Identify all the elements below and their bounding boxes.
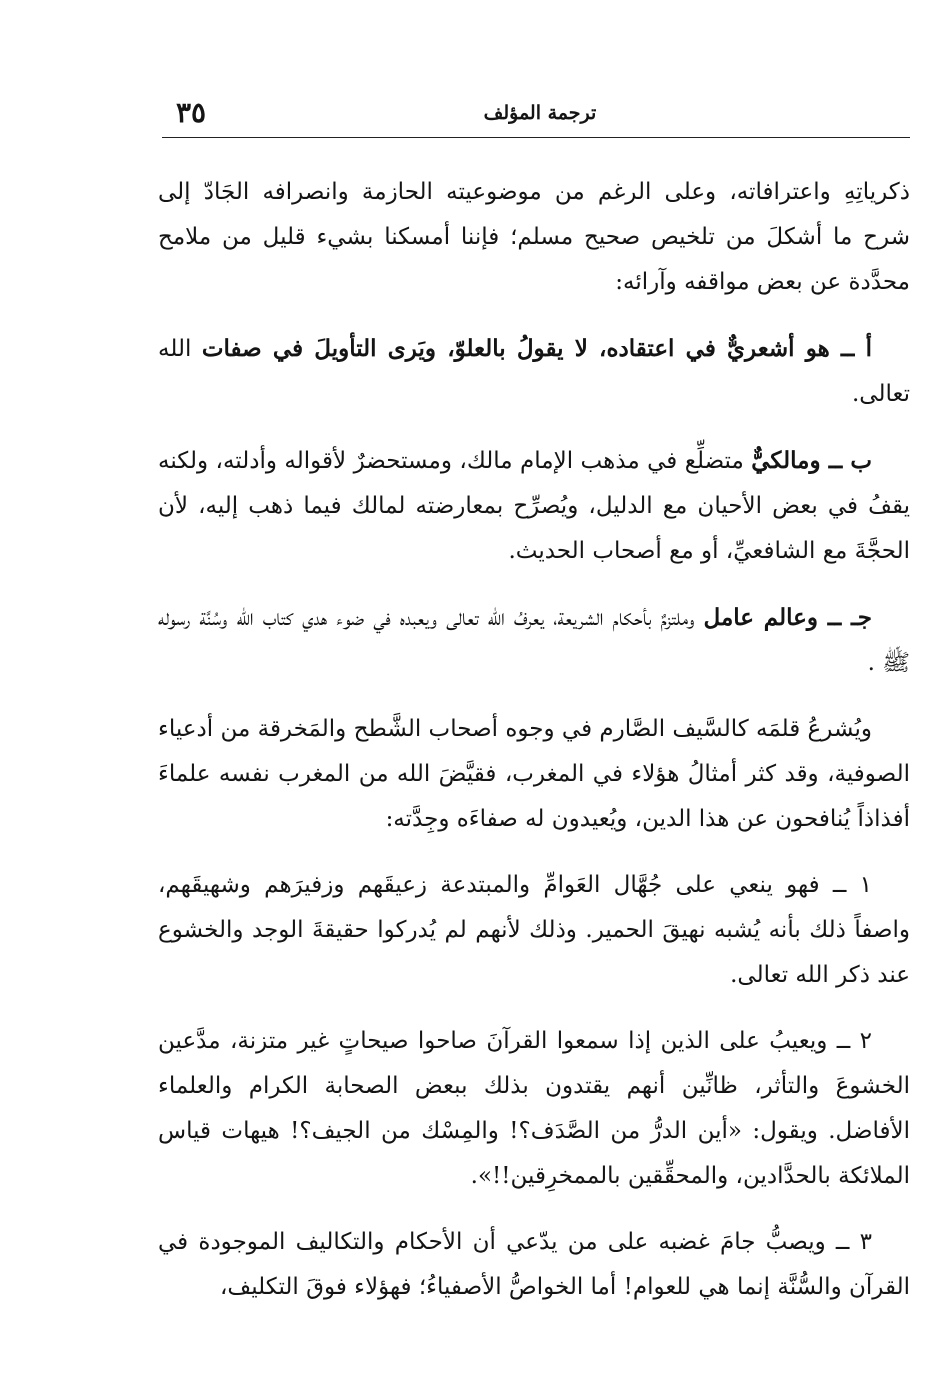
- paragraph-text: ويُشرعُ قلمَه كالسَّيف الصَّارم في وجوه أصحاب الشَّطح والمَخرقة من أدعياء الصوفية، وقد كثر أمثالُ هؤلاء في المغرب، فقيَّضَ الله من المغرب نفسه علماءَ أفذاذاً يُنافحون عن هذا الدين، ويُعيدون له صفاءَه وجِدَّته:: [158, 716, 910, 832]
- paragraph-lead: جـ ــ وعالم عامل: [703, 604, 872, 631]
- paragraph-item-1: [158, 863, 910, 998]
- paragraph-item-2: [158, 1019, 910, 1199]
- paragraph-text: ١ ــ فهو ينعي على جُهَّال العَوامِّ والمبتدعة زعيقَهم وزفيرَهم وشهيقَهم، واصفاً ذلك بأنه يُشبه نهيقَ الحمير. وذلك لأنهم لم يُدركوا حقيقةَ الوجد والخشوع عند ذكر الله تعالى.: [158, 872, 910, 988]
- paragraph-text: وملتزمٌ بأحكام الشريعة، يعرفُ الله تعالى ويعبده في ضوء هدي كتاب الله وسُنَّة رسوله ﷺ .: [158, 605, 910, 676]
- paragraph-text: ٢ ــ ويعيبُ على الذين إذا سمعوا القرآنَ صاحوا صيحاتٍ غير متزنة، مدَّعين الخشوعَ والتأثر، ظانِّين أنهم يقتدون بذلك ببعض الصحابة الكرام والعلماء الأفاضل. ويقول: «أين الدرُّ من الصَّدَف؟! والمِسْك من الجيف؟! هيهات قياس الملائكة بالحدَّادين، والمحقِّقين بالممخرِقين!!».: [158, 1028, 910, 1189]
- page-header: [170, 92, 910, 136]
- paragraph-text: ذكرياتِهِ واعترافاته، وعلى الرغم من موضوعيته الحازمة وانصرافه الجَادّ إلى شرح ما أشكلَ من تلخيص صحيح مسلم؛ فإننا أمسكنا بشيء قليل من ملامح محدَّدة عن بعض مواقفه وآرائه:: [158, 179, 910, 295]
- paragraph-lead: ب ــ ومالكيٌّ: [751, 447, 872, 474]
- paragraph-lead: أ ــ هو أشعريٌّ في اعتقاده، لا يقولُ بالعلوّ، ويَرى التأويلَ في صفات: [201, 335, 873, 362]
- paragraph-intro: [158, 170, 910, 305]
- paragraph-text: الله تعالى.: [158, 336, 910, 407]
- header-rule: [162, 137, 910, 138]
- paragraph-point-alif: [158, 326, 910, 417]
- paragraph-sufis: [158, 707, 910, 842]
- paragraph-item-3: [158, 1220, 910, 1310]
- running-title: ترجمة المؤلف: [483, 102, 597, 124]
- body-text: [158, 170, 910, 1331]
- paragraph-text: متضلِّع في مذهب الإمام مالك، ومستحضرٌ لأقواله وأدلته، ولكنه يقفُ في بعض الأحيان مع الدليل، ويُصرِّح بمعارضته لمالك فيما ذهب إليه، لأن الحجَّةَ مع الشافعيِّ، أو مع أصحاب الحديث.: [158, 448, 910, 564]
- paragraph-point-ba: [158, 438, 910, 574]
- page-number: ٣٥: [176, 96, 207, 129]
- paragraph-text: ٣ ــ ويصبُّ جامَ غضبه على من يدّعي أن الأحكام والتكاليف الموجودة في القرآن والسُّنَّة إنما هي للعوام! أما الخواصُّ الأصفياءُ؛ فهؤلاء فوقَ التكليف،: [158, 1229, 910, 1300]
- paragraph-point-jim: [158, 595, 910, 686]
